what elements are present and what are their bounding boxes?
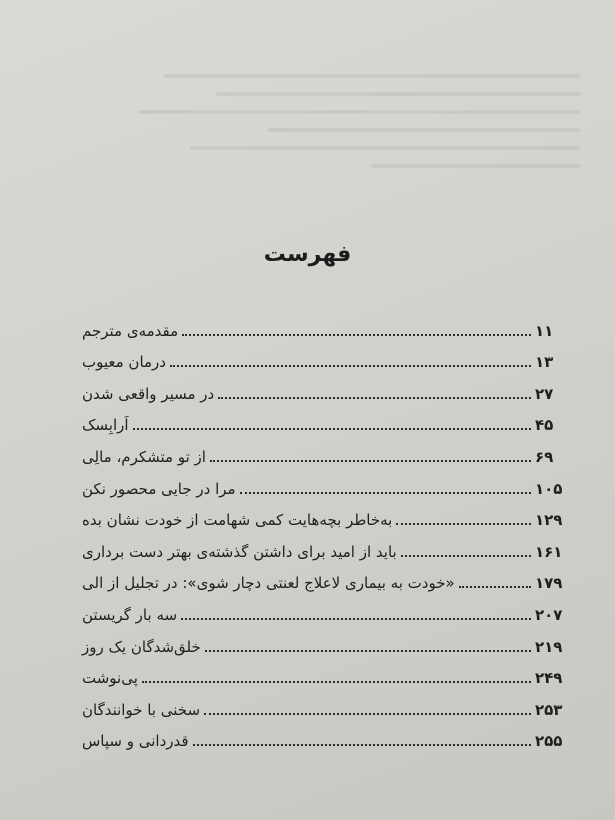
toc-entry	[82, 436, 569, 468]
dot-leader	[396, 523, 531, 525]
toc-entry-title: اَرابِسک	[82, 416, 129, 435]
toc-entry-title: «خودت به بیماری لاعلاج لعنتی دچار شوی»: در تجلیل از الی	[82, 574, 455, 593]
toc-entry-page: ۱۷۹	[535, 574, 563, 593]
toc-entry	[82, 468, 569, 500]
dot-leader	[459, 586, 531, 588]
toc-entry-title: سخنی با خوانندگان	[82, 700, 201, 719]
toc-entry-page: ۲۴۹	[535, 669, 563, 688]
dot-leader	[181, 618, 531, 620]
dot-leader	[218, 397, 531, 399]
toc-entry-page: ۱۲۹	[535, 511, 563, 530]
toc-entry-title: پی‌نوشت	[82, 669, 138, 688]
dot-leader	[193, 744, 531, 746]
toc-entry	[82, 500, 569, 532]
toc-entry-title: درمان معیوب	[82, 353, 166, 372]
toc-entry-page: ۱۰۵	[535, 479, 563, 498]
toc-entry-title: مرا در جایی محصور نکن	[82, 479, 236, 498]
toc-entry-title: از تو متشکرم، مالِی	[82, 447, 206, 466]
toc-entry-title: خلق‌شدگان یک روز	[82, 637, 201, 656]
toc-entry-page: ۱۱	[535, 321, 554, 340]
toc-entry	[82, 373, 569, 405]
toc-entry	[82, 531, 569, 563]
toc-entry-page: ۲۱۹	[535, 637, 563, 656]
toc-entry-title: مقدمه‌ی مترجم	[82, 321, 179, 340]
dot-leader	[205, 650, 531, 652]
toc-entry	[82, 626, 569, 658]
toc-entry-title: به‌خاطر بچه‌هایت کمی شهامت از خودت نشان بده	[82, 511, 393, 530]
dot-leader	[204, 713, 531, 715]
toc-entry-title: سه بار گریستن	[82, 605, 178, 624]
page-title: فهرست	[263, 242, 352, 267]
dot-leader	[210, 460, 531, 462]
dot-leader	[401, 555, 531, 557]
dot-leader	[142, 681, 531, 683]
toc-entry	[82, 594, 569, 626]
toc-entry	[82, 405, 569, 437]
dot-leader	[240, 492, 531, 494]
toc-entry-page: ۱۳	[535, 353, 554, 372]
toc-entry-page: ۲۷	[535, 384, 554, 403]
toc-entry	[82, 658, 569, 690]
toc-entry-title: قدردانی و سپاس	[82, 732, 189, 751]
toc-entry-page: ۴۵	[535, 416, 554, 435]
toc-entry-page: ۱۶۱	[535, 542, 563, 561]
toc-entry	[82, 563, 569, 595]
toc-entry	[82, 342, 569, 374]
dot-leader	[182, 334, 531, 336]
toc-entry-title: در مسیر واقعی شدن	[82, 384, 215, 403]
toc-entry	[82, 689, 569, 721]
toc-entry-page: ۲۵۵	[535, 732, 563, 751]
show-through-text	[60, 60, 580, 240]
toc-entry-page: ۲۵۳	[535, 700, 563, 719]
toc-entry-page: ۲۰۷	[535, 605, 563, 624]
table-of-contents	[82, 310, 569, 752]
toc-entry-page: ۶۹	[535, 447, 554, 466]
dot-leader	[170, 365, 531, 367]
toc-entry	[82, 721, 569, 753]
dot-leader	[133, 428, 531, 430]
toc-entry-title: باید از امید برای داشتن گذشته‌ی بهتر دست برداری	[82, 542, 397, 561]
toc-entry	[82, 310, 569, 342]
